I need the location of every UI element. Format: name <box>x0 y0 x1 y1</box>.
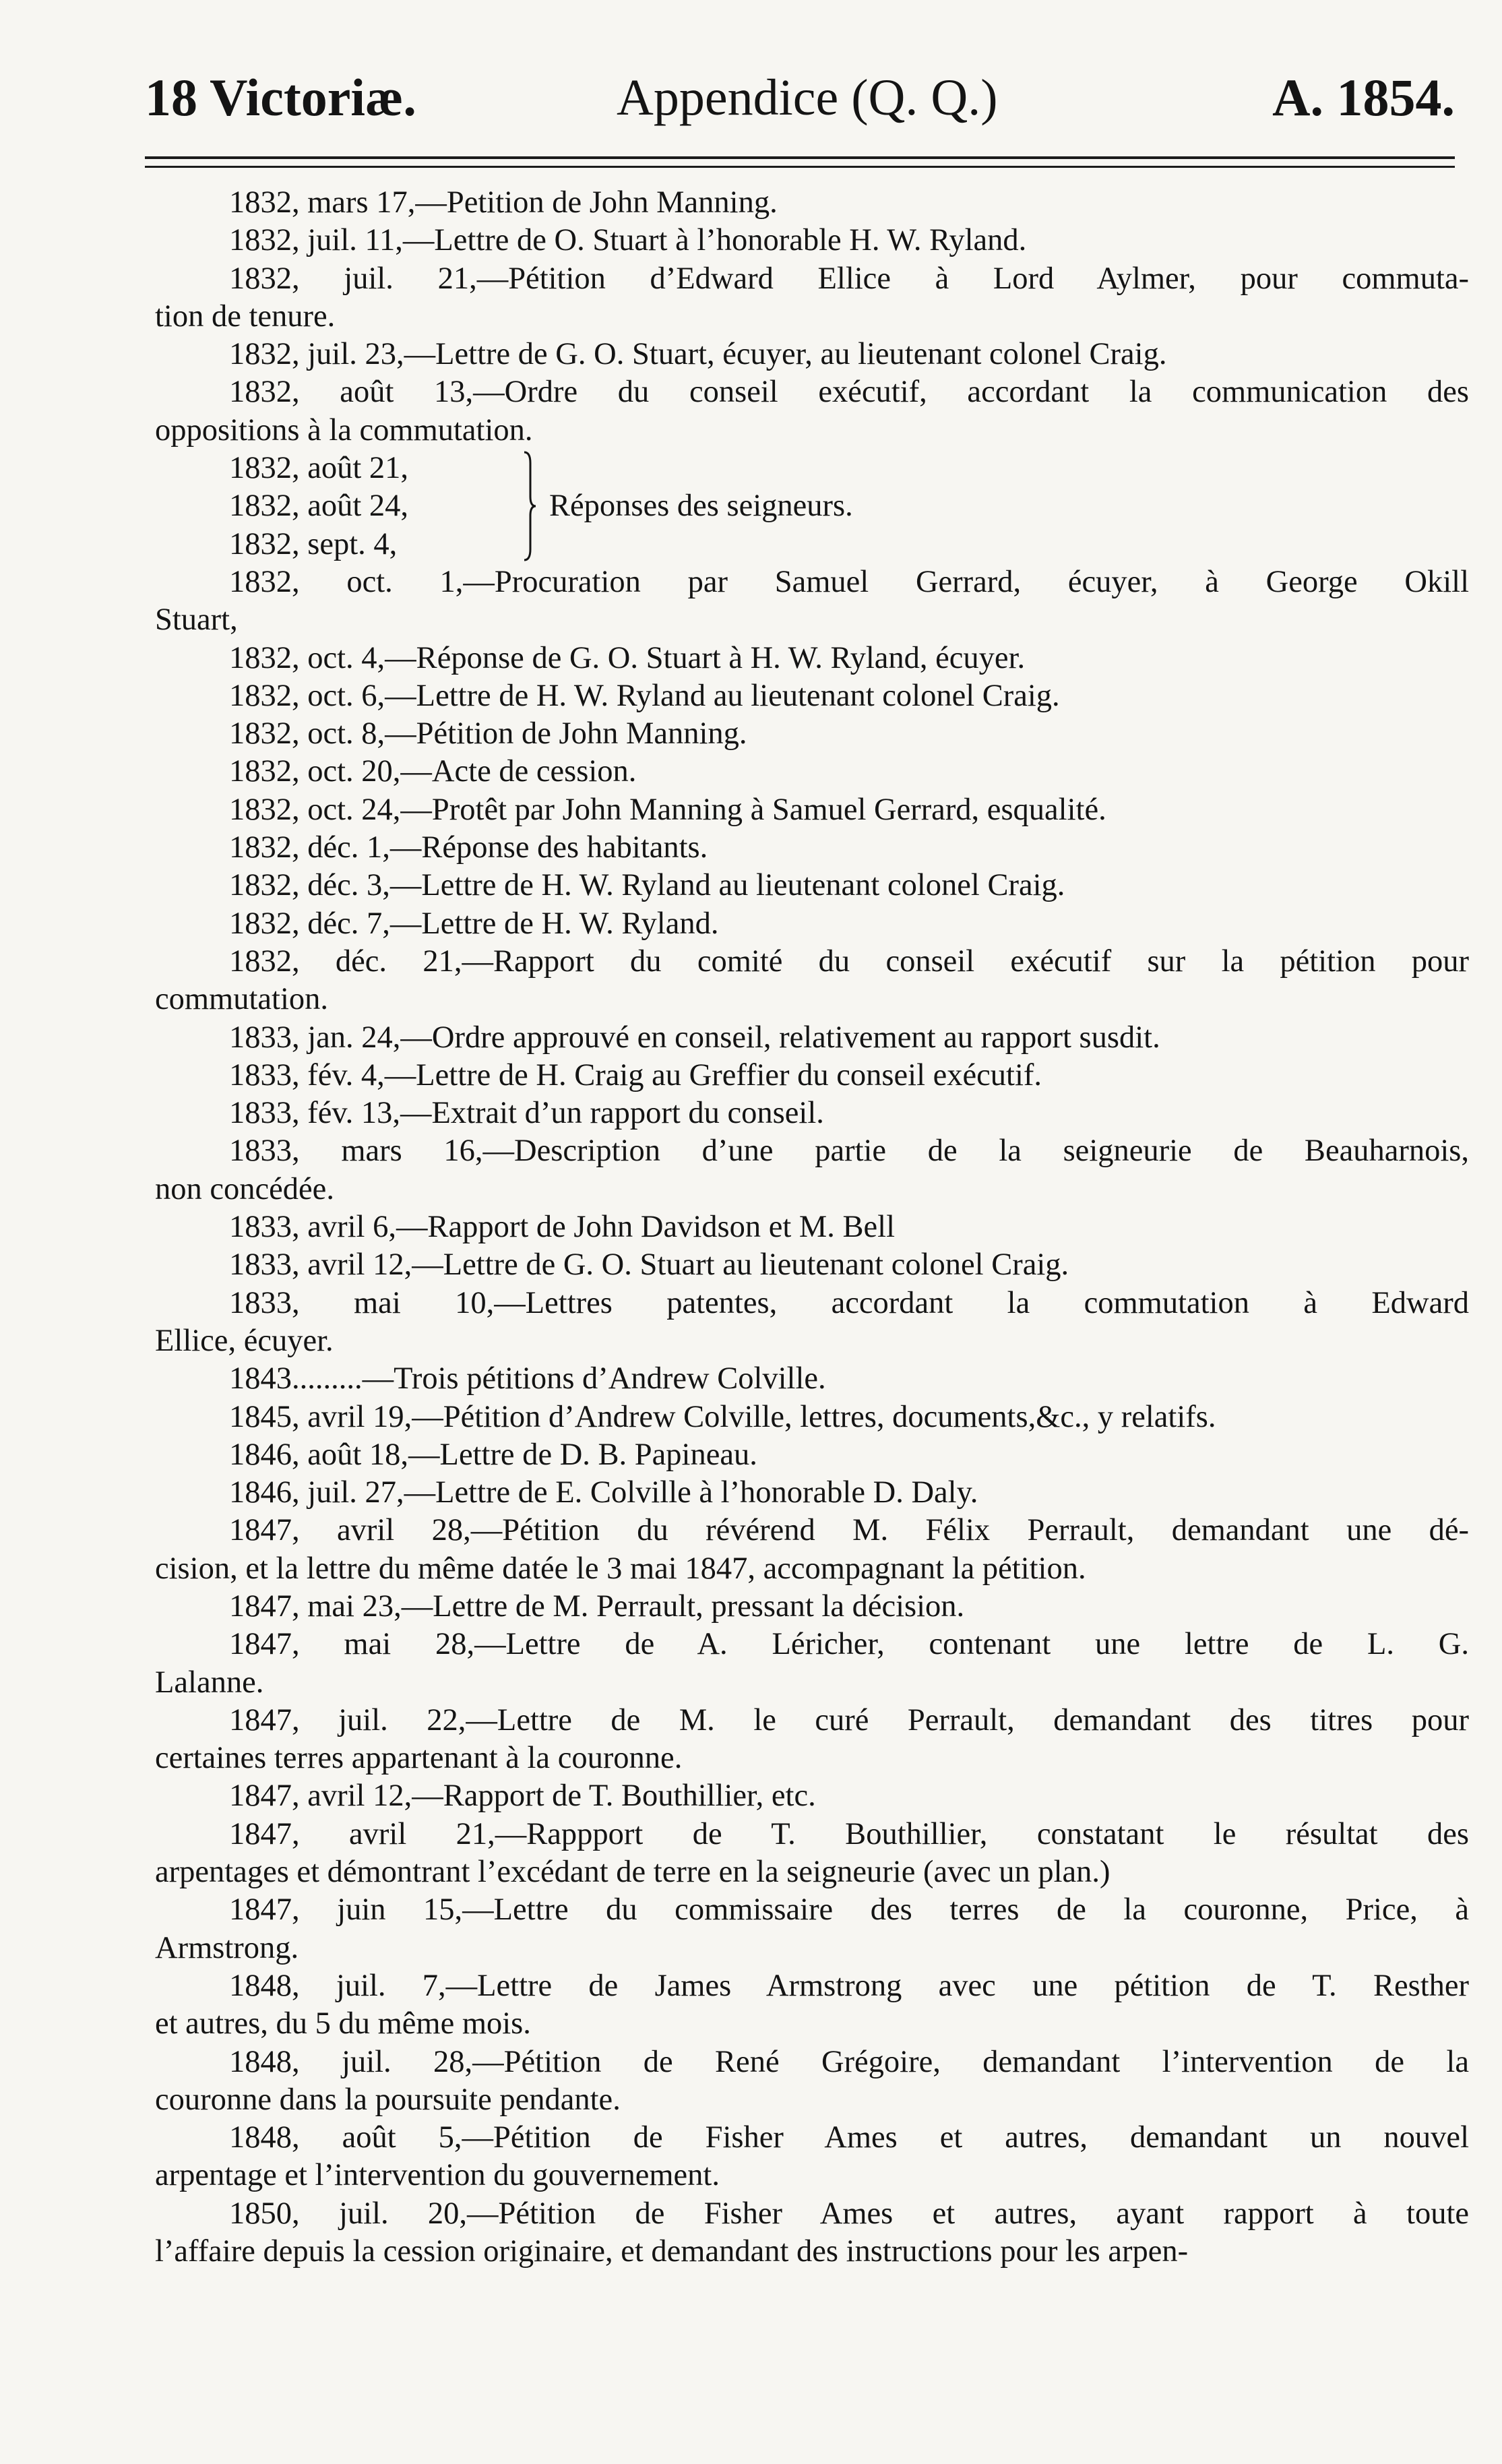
entry-line: 1848, juil. 7,—Lettre de James Armstrong avec une pétition de T. Resther <box>229 1968 1469 2003</box>
entry-continuation: l’affaire depuis la cession originaire, et demandant des instructions pour les arpen- <box>155 2234 1189 2269</box>
entry-continuation: oppositions à la commutation. <box>155 412 533 448</box>
document-list <box>155 184 1469 2271</box>
entry-line: 1833, mai 10,—Lettres patentes, accordant la commutation à Edward <box>229 1285 1469 1320</box>
entry-line: 1833, jan. 24,—Ordre approuvé en conseil, relativement au rapport susdit. <box>229 1020 1160 1055</box>
header-rule <box>145 156 1455 168</box>
brace-icon <box>522 450 537 563</box>
entry-line: 1832, oct. 4,—Réponse de G. O. Stuart à H. W. Ryland, écuyer. <box>229 640 1026 675</box>
entry-continuation: certaines terres appartenant à la couronne. <box>155 1741 683 1776</box>
entry-line: 1845, avril 19,—Pétition d’Andrew Colville, lettres, documents,&c., y relatifs. <box>229 1399 1216 1434</box>
entry-continuation: cision, et la lettre du même datée le 3 mai 1847, accompagnant la pétition. <box>155 1551 1086 1586</box>
entry-line: 1832, mars 17,—Petition de John Manning. <box>229 185 778 220</box>
entry-line: 1847, juin 15,—Lettre du commissaire des terres de la couronne, Price, à <box>229 1892 1469 1928</box>
entry-line: 1847, avril 28,—Pétition du révérend M. Félix Perrault, demandant une dé- <box>229 1513 1469 1548</box>
entry-continuation: Lalanne. <box>155 1665 264 1700</box>
entry-line: 1833, avril 12,—Lettre de G. O. Stuart au lieutenant colonel Craig. <box>229 1248 1069 1283</box>
entry-continuation: couronne dans la poursuite pendante. <box>155 2082 621 2117</box>
entry-line: 1832, juil. 21,—Pétition d’Edward Ellice à Lord Aylmer, pour commuta- <box>229 261 1469 296</box>
entry-line: 1833, fév. 4,—Lettre de H. Craig au Greffier du conseil exécutif. <box>229 1057 1042 1092</box>
entry-line: 1847, avril 21,—Rappport de T. Bouthillier, constatant le résultat des <box>229 1816 1469 1851</box>
header-year: A. 1854. <box>1272 68 1455 127</box>
entry-line: 1832, juil. 23,—Lettre de G. O. Stuart, écuyer, au lieutenant colonel Craig. <box>229 337 1167 372</box>
header-appendix: Appendice (Q. Q.) <box>617 69 998 126</box>
entry-line: 1847, mai 28,—Lettre de A. Léricher, contenant une lettre de L. G. <box>229 1627 1469 1662</box>
entry-line: 1832, juil. 11,—Lettre de O. Stuart à l’honorable H. W. Ryland. <box>229 223 1027 258</box>
entry-line: 1832, oct. 1,—Procuration par Samuel Gerrard, écuyer, à George Okill <box>229 564 1469 599</box>
page-header <box>145 64 1455 145</box>
entry-line: 1832, août 13,—Ordre du conseil exécutif, accordant la communication des <box>229 375 1469 410</box>
brace-date: 1832, août 21, <box>229 451 409 486</box>
entry-continuation: non concédée. <box>155 1171 334 1206</box>
brace-group <box>155 450 1469 563</box>
brace-date: 1832, août 24, <box>229 489 409 524</box>
header-session: 18 Victoriæ. <box>145 68 416 127</box>
entry-continuation: tion de tenure. <box>155 299 336 334</box>
brace-date: 1832, sept. 4, <box>229 526 398 561</box>
entry-line: 1832, déc. 3,—Lettre de H. W. Ryland au lieutenant colonel Craig. <box>229 868 1065 903</box>
entry-line: 1850, juil. 20,—Pétition de Fisher Ames et autres, ayant rapport à toute <box>229 2196 1469 2231</box>
entry-line: 1832, oct. 24,—Protêt par John Manning à Samuel Gerrard, esqualité. <box>229 792 1106 827</box>
entry-continuation: Ellice, écuyer. <box>155 1323 334 1358</box>
entry-line: 1832, déc. 21,—Rapport du comité du conseil exécutif sur la pétition pour <box>229 944 1469 979</box>
entry-line: 1832, oct. 6,—Lettre de H. W. Ryland au lieutenant colonel Craig. <box>229 678 1060 713</box>
entry-continuation: arpentage et l’intervention du gouvernement. <box>155 2158 720 2193</box>
entry-continuation: commutation. <box>155 982 328 1017</box>
entry-line: 1843.........—Trois pétitions d’Andrew Colville. <box>229 1361 826 1396</box>
entry-line: 1846, août 18,—Lettre de D. B. Papineau. <box>229 1437 757 1472</box>
entry-line: 1832, déc. 7,—Lettre de H. W. Ryland. <box>229 906 719 941</box>
entry-line: 1832, déc. 1,—Réponse des habitants. <box>229 830 708 865</box>
entry-line: 1846, juil. 27,—Lettre de E. Colville à l’honorable D. Daly. <box>229 1475 978 1510</box>
entry-continuation: et autres, du 5 du même mois. <box>155 2006 531 2041</box>
entry-line: 1848, juil. 28,—Pétition de René Grégoire, demandant l’intervention de la <box>229 2044 1469 2079</box>
entry-continuation: Armstrong. <box>155 1930 299 1965</box>
entry-continuation: arpentages et démontrant l’excédant de terre en la seigneurie (avec un plan.) <box>155 1855 1110 1890</box>
entry-line: 1833, avril 6,—Rapport de John Davidson et M. Bell <box>229 1210 896 1245</box>
entry-continuation: Stuart, <box>155 603 238 638</box>
entry-line: 1832, oct. 20,—Acte de cession. <box>229 754 637 789</box>
entry-line: 1833, fév. 13,—Extrait d’un rapport du conseil. <box>229 1096 824 1131</box>
entry-line: 1832, oct. 8,—Pétition de John Manning. <box>229 716 747 751</box>
entry-line: 1847, mai 23,—Lettre de M. Perrault, pressant la décision. <box>229 1589 965 1624</box>
entry-line: 1848, août 5,—Pétition de Fisher Ames et autres, demandant un nouvel <box>229 2120 1469 2155</box>
entry-line: 1833, mars 16,—Description d’une partie de la seigneurie de Beauharnois, <box>229 1134 1469 1169</box>
entry-line: 1847, avril 12,—Rapport de T. Bouthillier, etc. <box>229 1779 816 1814</box>
brace-label: Réponses des seigneurs. <box>549 489 853 524</box>
entry-line: 1847, juil. 22,—Lettre de M. le curé Perrault, demandant des titres pour <box>229 1702 1469 1737</box>
